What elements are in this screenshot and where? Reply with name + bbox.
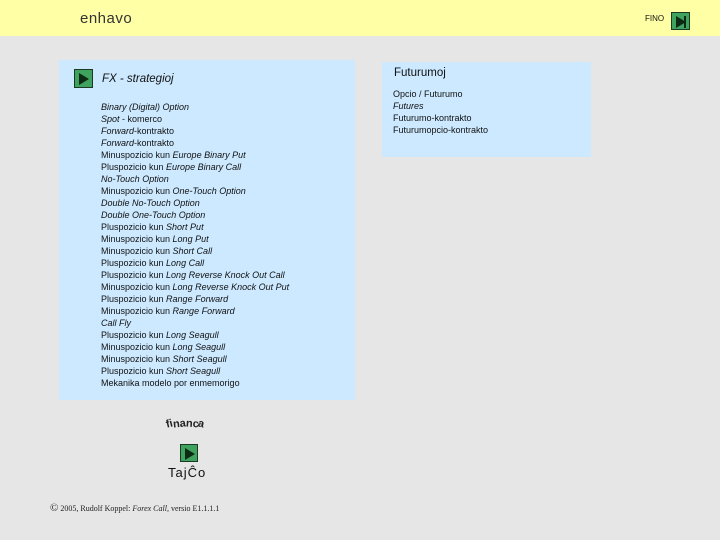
header-bar — [0, 0, 720, 36]
fx-item-plus-long-seagull[interactable]: Pluspozicio kun Long Seagull — [101, 330, 219, 340]
fx-item-minus-long-seagull[interactable]: Minuspozicio kun Long Seagull — [101, 342, 226, 352]
fx-item-plus-range-forward[interactable]: Pluspozicio kun Range Forward — [101, 294, 229, 304]
fx-item-forward-2[interactable]: Forward-kontrakto — [101, 138, 175, 148]
futures-item-futures[interactable]: Futures — [393, 101, 424, 111]
fx-item-minus-long-reverse-knock-out-put[interactable]: Minuspozicio kun Long Reverse Knock Out Put — [101, 282, 290, 292]
fx-item-binary-option[interactable]: Binary (Digital) Option — [101, 102, 190, 112]
tajco-play-button[interactable] — [180, 444, 198, 462]
fx-play-button[interactable] — [74, 69, 93, 88]
fx-item-plus-long-reverse-knock-out-call[interactable]: Pluspozicio kun Long Reverse Knock Out Call — [101, 270, 285, 280]
fx-item-plus-short-seagull[interactable]: Pluspozicio kun Short Seagull — [101, 366, 221, 376]
fx-item-minus-short-call[interactable]: Minuspozicio kun Short Call — [101, 246, 213, 256]
fx-item-minus-short-seagull[interactable]: Minuspozicio kun Short Seagull — [101, 354, 227, 364]
fx-item-double-one-touch[interactable]: Double One-Touch Option — [101, 210, 206, 220]
futures-item-futures-option-contract[interactable]: Futurumopcio-kontrakto — [393, 125, 489, 135]
fx-strategy-list — [101, 101, 289, 389]
fx-item-minus-long-put[interactable]: Minuspozicio kun Long Put — [101, 234, 209, 244]
skip-end-icon — [684, 16, 686, 28]
fx-item-plus-long-call[interactable]: Pluspozicio kun Long Call — [101, 258, 205, 268]
fx-item-minus-europe-binary-put[interactable]: Minuspozicio kun Europe Binary Put — [101, 150, 246, 160]
end-button[interactable] — [671, 12, 690, 30]
fx-item-plus-short-put[interactable]: Pluspozicio kun Short Put — [101, 222, 204, 232]
futures-item-option-futures[interactable]: Opcio / Futurumo — [393, 89, 463, 99]
futures-panel — [382, 62, 591, 157]
fx-panel-title: FX - strategioj — [102, 73, 174, 85]
futures-list — [393, 88, 488, 136]
tajco-label[interactable]: TajĈo — [168, 465, 207, 480]
fx-item-minus-range-forward[interactable]: Minuspozicio kun Range Forward — [101, 306, 235, 316]
fx-item-spot[interactable]: Spot - komerco — [101, 114, 163, 124]
copyright-icon: © — [50, 502, 59, 514]
fx-item-call-fly[interactable]: Call Fly — [101, 318, 132, 328]
footer-copyright: © 2005, Rudolf Koppel: Forex Call, versio E1.1.1.1 — [50, 502, 220, 514]
fx-item-forward-1[interactable]: Forward-kontrakto — [101, 126, 175, 136]
fx-item-no-touch[interactable]: No-Touch Option — [101, 174, 169, 184]
fx-strategies-panel — [59, 60, 355, 400]
end-label: FINO — [645, 14, 665, 23]
fx-item-double-no-touch[interactable]: Double No-Touch Option — [101, 198, 200, 208]
futures-item-futures-contract[interactable]: Futurumo-kontrakto — [393, 113, 472, 123]
fx-item-mechanical-model[interactable]: Mekanika modelo por enmemorigo — [101, 378, 240, 388]
fx-item-minus-one-touch[interactable]: Minuspozicio kun One-Touch Option — [101, 186, 246, 196]
fx-item-plus-europe-binary-call[interactable]: Pluspozicio kun Europe Binary Call — [101, 162, 242, 172]
header-title: enhavo — [80, 10, 133, 27]
finanica-logo: financa — [164, 417, 206, 431]
futures-panel-title: Futurumoj — [394, 67, 446, 79]
